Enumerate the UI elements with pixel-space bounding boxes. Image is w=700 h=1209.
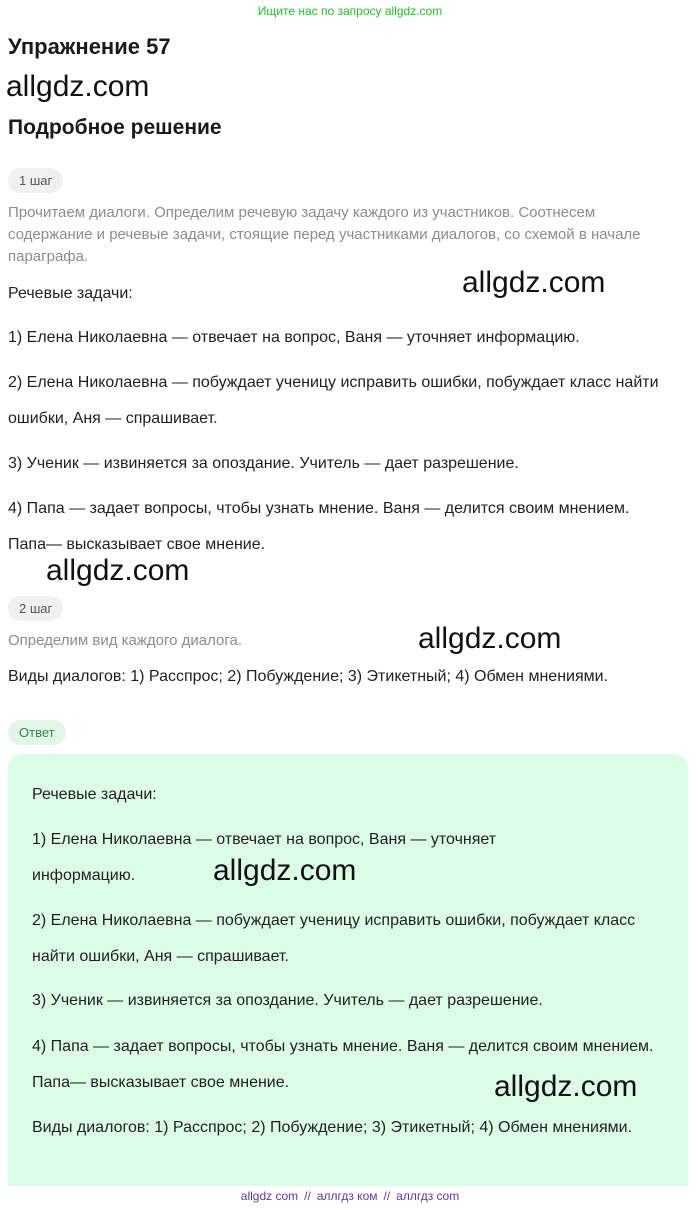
step-2-text: Виды диалогов: 1) Расспрос; 2) Побуждение; 3) Этикетный; 4) Обмен мнениями. (8, 668, 609, 685)
footer-separator: // (304, 1189, 311, 1203)
step-1-item: 4) Папа — задает вопросы, чтобы узнать мнение. Ваня — делится своим мнением. Папа— высказывает свое мнение. (8, 500, 630, 553)
footer-link[interactable]: allgdz com (240, 1189, 299, 1203)
answer-kinds: Виды диалогов: 1) Расспрос; 2) Побуждение; 3) Этикетный; 4) Обмен мнениями. (32, 1119, 633, 1136)
footer-separator: // (383, 1189, 391, 1203)
step-2-description: Определим вид каждого диалога. (8, 632, 243, 649)
step-1-label: 1 шаг (8, 168, 63, 193)
step-2-label: 2 шаг (8, 596, 63, 621)
answer-item: 2) Елена Николаевна — побуждает ученицу исправить ошибки, побуждает класс найти ошибки, Аня — спрашивает. (32, 912, 636, 965)
answer-badge (8, 720, 66, 745)
page-title: Упражнение 57 (8, 34, 171, 59)
watermark: allgdz.com (494, 1070, 638, 1103)
watermark: allgdz.com (462, 266, 606, 299)
step-1-description: Прочитаем диалоги. Определим речевую задачу каждого из участников. Соотнесем содержание и речевые задачи, стоящие перед участниками диалогов, со схемой в начале параграфа. (8, 204, 641, 265)
step-1-item: 2) Елена Николаевна — побуждает ученицу исправить ошибки, побуждает класс найти ошибки, Аня — спрашивает. (8, 374, 659, 427)
step-1-item: 1) Елена Николаевна — отвечает на вопрос, Ваня — уточняет информацию. (8, 329, 580, 346)
answer-item: 1) Елена Николаевна — отвечает на вопрос, Ваня — уточняет информацию. (32, 831, 497, 884)
section-title: Подробное решение (8, 116, 222, 139)
watermark: allgdz.com (6, 70, 150, 103)
step-1-item: 3) Ученик — извиняется за опоздание. Учитель — дает разрешение. (8, 455, 519, 472)
top-search-hint[interactable]: Ищите нас по запросу allgdz.com (257, 4, 443, 18)
footer-link[interactable]: аллгдз com (396, 1189, 460, 1203)
watermark: allgdz.com (418, 622, 562, 655)
step-1-heading: Речевые задачи: (8, 285, 133, 302)
watermark: allgdz.com (46, 554, 190, 587)
answer-label: Ответ (8, 720, 66, 745)
step-1-badge (8, 168, 63, 193)
answer-item: 3) Ученик — извиняется за опоздание. Учитель — дает разрешение. (32, 992, 543, 1009)
answer-item: 4) Папа — задает вопросы, чтобы узнать мнение. Ваня — делится своим мнением. Папа— высказывает свое мнение. (32, 1038, 654, 1091)
footer-link[interactable]: аллгдз ком (316, 1189, 378, 1203)
footer-links (0, 1189, 700, 1203)
step-2-badge (8, 596, 63, 621)
answer-heading: Речевые задачи: (32, 786, 157, 803)
watermark: allgdz.com (213, 854, 357, 887)
